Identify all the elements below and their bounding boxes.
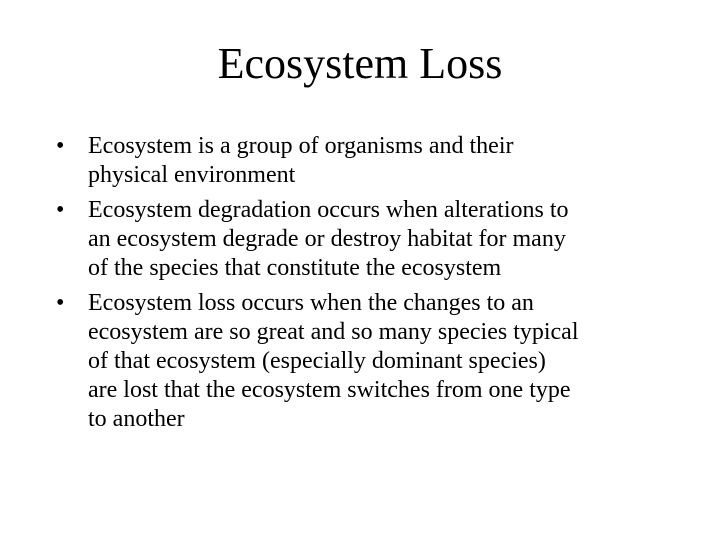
bullet-list [56,132,706,440]
bullet-text-line: Ecosystem is a group of organisms and their [88,133,514,159]
bullet-item-definition [56,132,706,190]
bullet-icon: • [56,133,65,159]
bullet-text-line: of the species that constitute the ecosystem [88,255,502,281]
bullet-text-line: ecosystem are so great and so many species typical [88,319,579,345]
bullet-item-degradation [56,196,706,283]
bullet-item-loss [56,289,706,434]
bullet-text-line: of that ecosystem (especially dominant species) [88,348,546,374]
bullet-text-line: Ecosystem degradation occurs when alterations to [88,197,569,223]
bullet-text-line: to another [88,406,185,432]
bullet-icon: • [56,290,65,316]
bullet-text-line: an ecosystem degrade or destroy habitat for many [88,226,566,252]
bullet-text-line: Ecosystem loss occurs when the changes to an [88,290,534,316]
bullet-text-line: are lost that the ecosystem switches from one type [88,377,571,403]
bullet-icon: • [56,197,65,223]
bullet-text-line: physical environment [88,162,296,188]
slide-title: Ecosystem Loss [217,39,503,88]
